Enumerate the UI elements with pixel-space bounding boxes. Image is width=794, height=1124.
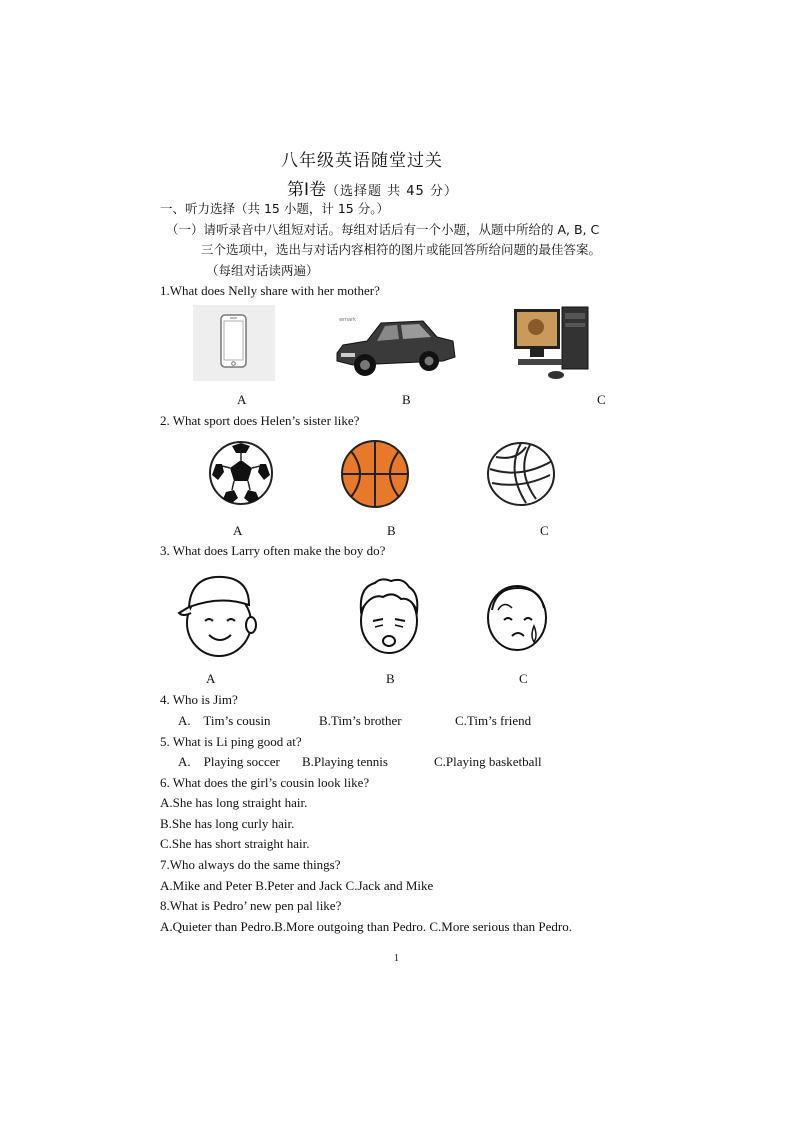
q1-option-b: B — [402, 392, 411, 407]
instruction-line-1: （一）请听录音中八组短对话。每组对话后有一个小题，从题中所给的 A, B, C — [166, 222, 600, 237]
q4-option-c: C.Tim’s friend — [455, 713, 532, 728]
instruction-line-2: 三个选项中，选出与对话内容相符的图片或能回答所给问题的最佳答案。 — [201, 242, 602, 257]
soccer-ball-icon — [208, 440, 274, 506]
q1-option-c: C — [597, 392, 606, 407]
upset-boy-icon — [353, 575, 425, 657]
part-title — [287, 175, 458, 200]
q8-options: A.Quieter than Pedro.B.More outgoing than Pedro. C.More serious than Pedro. — [160, 919, 572, 934]
question-6: 6. What does the girl’s cousin look like? — [160, 775, 370, 790]
instruction-line-3: （每组对话读两遍） — [206, 263, 319, 278]
question-5: 5. What is Li ping good at? — [160, 734, 302, 749]
q6-option-c: C.She has short straight hair. — [160, 836, 310, 851]
q5-option-c: C.Playing basketball — [434, 754, 542, 769]
svg-text:wmark: wmark — [339, 317, 356, 323]
question-3: 3. What does Larry often make the boy do? — [160, 543, 386, 558]
q2-option-b: B — [387, 523, 396, 538]
q3-option-a: A — [206, 671, 216, 686]
page-number: 1 — [394, 953, 399, 964]
question-2: 2. What sport does Helen’s sister like? — [160, 413, 360, 428]
question-7: 7.Who always do the same things? — [160, 857, 341, 872]
question-8: 8.What is Pedro’ new pen pal like? — [160, 898, 342, 913]
q3-option-c: C — [519, 671, 528, 686]
q2-option-a: A — [233, 523, 243, 538]
q5-option-a: A. Playing soccer — [178, 754, 280, 769]
part-title-main: 第Ⅰ卷 — [287, 180, 327, 200]
q4-option-b: B.Tim’s brother — [319, 713, 402, 728]
q4-option-a: A. Tim’s cousin — [178, 713, 271, 728]
volleyball-icon — [486, 441, 556, 507]
q6-option-b: B.She has long curly hair. — [160, 816, 295, 831]
q7-options: A.Mike and Peter B.Peter and Jack C.Jack and Mike — [160, 878, 434, 893]
crying-boy-icon — [482, 580, 552, 654]
question-1: 1.What does Nelly share with her mother? — [160, 283, 380, 298]
smiling-boy-icon — [177, 571, 259, 659]
q3-option-b: B — [386, 671, 395, 686]
phone-icon — [193, 305, 275, 381]
q1-option-a: A — [237, 392, 247, 407]
q6-option-a: A.She has long straight hair. — [160, 795, 308, 810]
page-title: 八年级英语随堂过关 — [281, 151, 443, 171]
computer-icon — [508, 305, 590, 383]
question-4: 4. Who is Jim? — [160, 692, 238, 707]
section-heading: 一、听力选择（共 15 小题，计 15 分。） — [160, 201, 389, 216]
q2-option-c: C — [540, 523, 549, 538]
car-icon — [333, 315, 458, 383]
part-subtitle: （选择题 共 45 分） — [326, 184, 458, 199]
q5-option-b: B.Playing tennis — [302, 754, 388, 769]
basketball-icon — [339, 439, 411, 509]
